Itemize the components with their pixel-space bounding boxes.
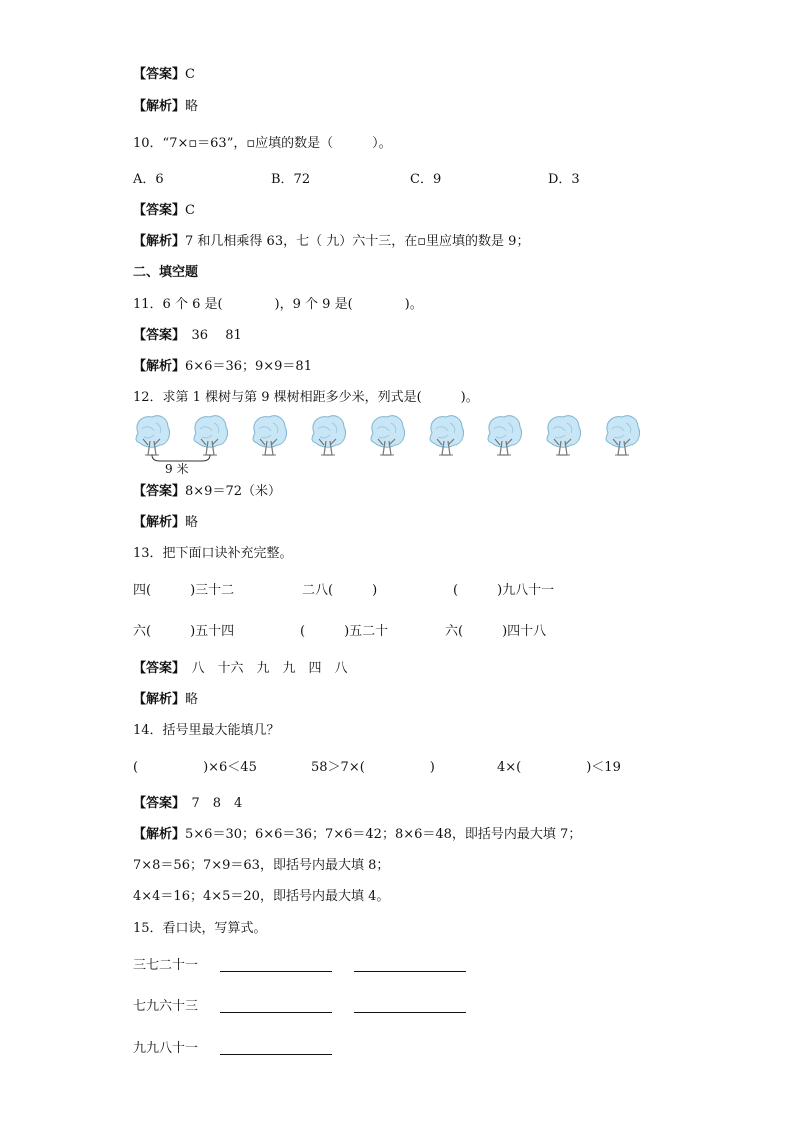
answer-10 [133,203,195,219]
answer-label: 【答案】 [133,796,179,811]
explanation-13 [133,692,198,708]
answer-blank[interactable] [354,1012,466,1013]
answer-value: 8×9＝72（米） [185,484,281,499]
fill-item: ( )五二十 [300,624,389,639]
explanation-label: 【解析】 [133,234,186,249]
tree-icon [547,416,581,455]
answer-value: 八 十六 九 九 四 八 [178,661,348,676]
tree-icon [253,416,287,455]
distance-label: 9 米 [165,462,189,476]
explanation-label: 【解析】 [133,515,186,530]
explanation-10 [133,234,529,250]
question-14: 14．括号里最大能填几？ [133,723,280,738]
answer-blank[interactable] [220,1054,332,1055]
explanation-text: 略 [185,692,199,707]
explanation-14-line-3: 4×4＝16；4×5＝20，即括号内最大填 4。 [133,889,390,904]
answer-9 [133,67,195,83]
explanation-text: 7 和几相乘得 63，七（ 九）六十三，在▫里应填的数是 9； [185,234,530,249]
fill-item: 4×( )＜19 [497,760,621,775]
tree-icon [430,416,464,455]
answer-label: 【答案】 [133,661,179,676]
fill-item: 四( )三十二 [133,583,235,598]
option-c: C．9 [410,172,442,187]
answer-label: 【答案】 [133,328,179,343]
question-15: 15．看口诀，写算式。 [133,921,267,936]
fill-item: 58＞7×( ) [311,760,435,775]
answer-blank[interactable] [354,971,466,972]
explanation-14 [133,827,581,843]
explanation-label: 【解析】 [133,359,186,374]
answer-value: C [185,67,195,82]
fill-item: 二八( ) [302,583,378,598]
explanation-12 [133,515,198,531]
question-10: 10．“7×▫＝63”，▫应填的数是（ ）。 [133,136,392,151]
explanation-14-line-2: 7×8＝56；7×9＝63，即括号内最大填 8； [133,858,390,873]
answer-value: 36 81 [178,328,242,343]
explanation-label: 【解析】 [133,99,186,114]
answer-blank[interactable] [220,971,332,972]
tree-diagram [128,415,648,477]
question-11: 11．6 个 6 是( )，9 个 9 是( )。 [133,297,423,312]
explanation-text: 略 [185,515,199,530]
question-13: 13．把下面口诀补充完整。 [133,546,293,561]
answer-14 [133,796,242,812]
tree-icon [488,416,522,455]
explanation-text: 5×6＝30；6×6＝36；7×6＝42；8×6＝48，即括号内最大填 7； [185,827,582,842]
answer-label: 【答案】 [133,67,186,82]
answer-11 [133,328,242,344]
option-d: D．3 [548,172,580,187]
answer-value: C [185,203,195,218]
explanation-label: 【解析】 [133,827,186,842]
rhyme-item: 九九八十一 [133,1041,199,1056]
answer-13 [133,661,348,677]
option-a: A．6 [133,172,164,187]
answer-value: 7 8 4 [178,796,243,811]
answer-label: 【答案】 [133,203,186,218]
answer-blank[interactable] [220,1012,332,1013]
fill-item: ( )×6＜45 [133,760,257,775]
explanation-text: 略 [185,99,199,114]
option-b: B．72 [271,172,311,187]
tree-icon [312,416,346,455]
explanation-11 [133,359,312,375]
fill-item: 六( )四十八 [445,624,547,639]
tree-icon [606,416,640,455]
rhyme-item: 三七二十一 [133,958,199,973]
tree-icon [136,416,170,455]
section-heading: 二、填空题 [133,265,199,280]
question-12: 12．求第 1 棵树与第 9 棵树相距多少米，列式是( )。 [133,390,479,405]
fill-item: 六( )五十四 [133,624,235,639]
explanation-9 [133,99,198,115]
fill-item: ( )九八十一 [453,583,555,598]
explanation-text: 6×6＝36；9×9＝81 [185,359,312,374]
explanation-label: 【解析】 [133,692,186,707]
tree-icon [194,416,228,455]
answer-12 [133,484,281,500]
answer-label: 【答案】 [133,484,186,499]
tree-icon [371,416,405,455]
rhyme-item: 七九六十三 [133,999,199,1014]
